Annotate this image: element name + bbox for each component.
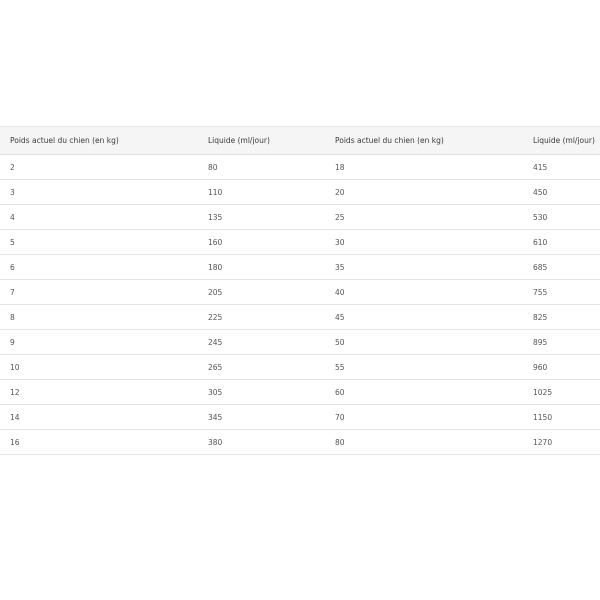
cell-weight-left: 7 <box>0 280 198 305</box>
table-header <box>0 127 600 155</box>
table-row <box>0 180 600 205</box>
cell-weight-right: 35 <box>325 255 523 280</box>
table-container <box>0 126 600 455</box>
cell-liquid-left: 305 <box>198 380 325 405</box>
cell-liquid-right: 1025 <box>523 380 600 405</box>
cell-liquid-right: 755 <box>523 280 600 305</box>
table-row <box>0 430 600 455</box>
table-row <box>0 230 600 255</box>
cell-liquid-left: 180 <box>198 255 325 280</box>
cell-liquid-left: 225 <box>198 305 325 330</box>
cell-weight-right: 30 <box>325 230 523 255</box>
cell-weight-left: 12 <box>0 380 198 405</box>
cell-weight-left: 4 <box>0 205 198 230</box>
cell-weight-left: 14 <box>0 405 198 430</box>
table-row <box>0 280 600 305</box>
header-liquid-left: Liquide (ml/jour) <box>198 127 325 155</box>
cell-liquid-right: 530 <box>523 205 600 230</box>
cell-liquid-left: 135 <box>198 205 325 230</box>
cell-weight-left: 2 <box>0 155 198 180</box>
cell-weight-right: 80 <box>325 430 523 455</box>
cell-liquid-left: 265 <box>198 355 325 380</box>
table-row <box>0 380 600 405</box>
cell-liquid-left: 110 <box>198 180 325 205</box>
cell-weight-right: 50 <box>325 330 523 355</box>
cell-weight-left: 5 <box>0 230 198 255</box>
cell-liquid-right: 895 <box>523 330 600 355</box>
cell-weight-right: 18 <box>325 155 523 180</box>
cell-weight-right: 70 <box>325 405 523 430</box>
table-body <box>0 155 600 455</box>
table-row <box>0 155 600 180</box>
dog-liquid-table <box>0 126 600 455</box>
cell-liquid-right: 960 <box>523 355 600 380</box>
table-row <box>0 405 600 430</box>
cell-liquid-right: 610 <box>523 230 600 255</box>
cell-liquid-left: 80 <box>198 155 325 180</box>
cell-liquid-left: 380 <box>198 430 325 455</box>
cell-weight-right: 45 <box>325 305 523 330</box>
cell-liquid-right: 825 <box>523 305 600 330</box>
cell-weight-left: 8 <box>0 305 198 330</box>
cell-weight-right: 40 <box>325 280 523 305</box>
cell-weight-left: 10 <box>0 355 198 380</box>
cell-liquid-right: 685 <box>523 255 600 280</box>
cell-weight-left: 6 <box>0 255 198 280</box>
header-weight-right: Poids actuel du chien (en kg) <box>325 127 523 155</box>
cell-liquid-right: 1150 <box>523 405 600 430</box>
cell-weight-right: 55 <box>325 355 523 380</box>
cell-liquid-right: 415 <box>523 155 600 180</box>
table-row <box>0 355 600 380</box>
table-row <box>0 205 600 230</box>
cell-weight-left: 16 <box>0 430 198 455</box>
table-row <box>0 330 600 355</box>
cell-liquid-left: 345 <box>198 405 325 430</box>
header-weight-left: Poids actuel du chien (en kg) <box>0 127 198 155</box>
cell-liquid-left: 245 <box>198 330 325 355</box>
table-row <box>0 305 600 330</box>
cell-weight-right: 60 <box>325 380 523 405</box>
header-row <box>0 127 600 155</box>
cell-liquid-right: 1270 <box>523 430 600 455</box>
cell-weight-left: 3 <box>0 180 198 205</box>
header-liquid-right: Liquide (ml/jour) <box>523 127 600 155</box>
cell-liquid-right: 450 <box>523 180 600 205</box>
cell-weight-right: 25 <box>325 205 523 230</box>
cell-liquid-left: 160 <box>198 230 325 255</box>
table-row <box>0 255 600 280</box>
cell-liquid-left: 205 <box>198 280 325 305</box>
cell-weight-left: 9 <box>0 330 198 355</box>
cell-weight-right: 20 <box>325 180 523 205</box>
